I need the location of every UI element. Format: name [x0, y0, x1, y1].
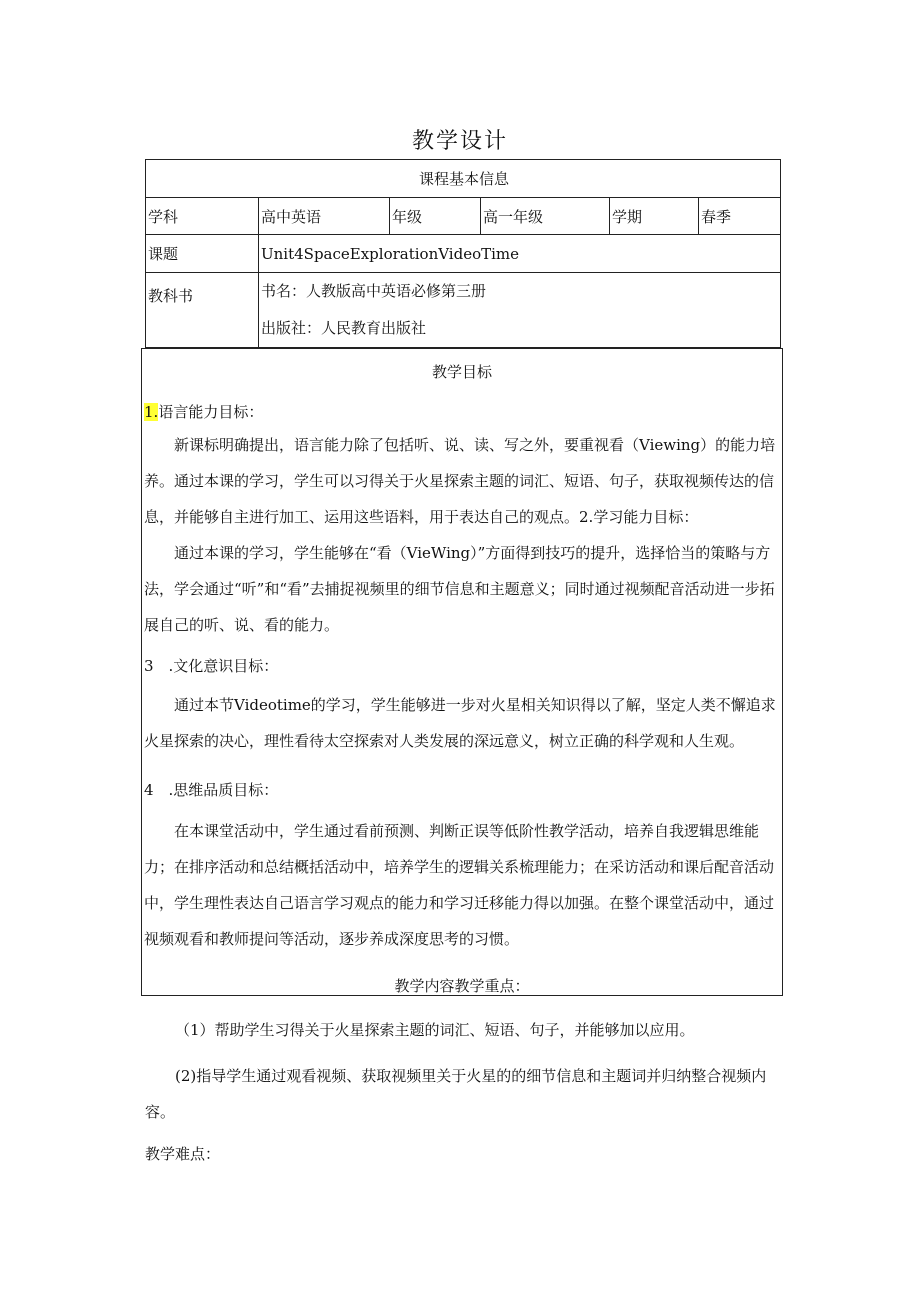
key-point-1: （1）帮助学生习得关于火星探索主题的词汇、短语、句子，并能够加以应用。 — [175, 1021, 695, 1039]
teaching-goals-box — [141, 348, 783, 996]
subject-value: 高中英语 — [259, 198, 390, 235]
textbook-name: 书名：人教版高中英语必修第三册 — [261, 282, 487, 300]
page-title: 教学设计 — [411, 129, 508, 154]
term-label: 学期 — [610, 198, 699, 235]
goal-1-text: 新课标明确提出，语言能力除了包括听、说、读、写之外，要重视看（Viewing）的能力培养。通过本课的学习，学生可以习得关于火星探索主题的词汇、短语、句子，获取视频传达的信息，并能够自主进行加工、运用这些语料，用于表达自己的观点。2.学习能力目标： — [144, 436, 776, 526]
goal-1-number: 1. — [144, 403, 159, 421]
topic-value: Unit4SpaceExplorationVideoTime — [259, 235, 781, 273]
term-value: 春季 — [699, 198, 781, 235]
goal-4-title: 4 .思维品质目标： — [144, 781, 279, 799]
goal-3-text: 通过本节Videotime的学习，学生能够进一步对火星相关知识得以了解，坚定人类不懈追求火星探索的决心，理性看待太空探索对人类发展的深远意义，树立正确的科学观和人生观。 — [144, 696, 776, 750]
goal-2-text: 通过本课的学习，学生能够在“看（VieWing）”方面得到技巧的提升，选择恰当的策略与方法，学会通过“听”和“看”去捕捉视频里的细节信息和主题意义；同时通过视频配音活动进一步拓展自己的听、说、看的能力。 — [144, 544, 775, 634]
course-info-table — [145, 159, 781, 348]
goal-4-text: 在本课堂活动中，学生通过看前预测、判断正误等低阶性教学活动，培养自我逻辑思维能力；在排序活动和总结概括活动中，培养学生的逻辑关系梳理能力；在采访活动和课后配音活动中，学生理性表达自己语言学习观点的能力和学习迁移能力得以加强。在整个课堂活动中，通过视频观看和教师提问等活动，逐步养成深度思考的习惯。 — [144, 822, 775, 948]
key-point-2: (2)指导学生通过观看视频、获取视频里关于火星的的细节信息和主题词并归纳整合视频内容。 — [145, 1067, 767, 1121]
goal-1-title: 语言能力目标： — [158, 403, 264, 421]
topic-label: 课题 — [146, 235, 259, 273]
teaching-goals-header: 教学目标 — [431, 363, 492, 381]
teaching-difficulty-label: 教学难点： — [145, 1145, 221, 1163]
grade-label: 年级 — [390, 198, 481, 235]
course-info-header: 课程基本信息 — [146, 160, 781, 198]
goal-3-title: 3 .文化意识目标： — [144, 657, 279, 675]
teaching-content-header: 教学内容教学重点： — [394, 977, 530, 995]
subject-label: 学科 — [146, 198, 259, 235]
goal-1-title-line — [144, 401, 263, 422]
grade-value: 高一年级 — [481, 198, 610, 235]
textbook-publisher: 出版社：人民教育出版社 — [261, 319, 427, 337]
textbook-label: 教科书 — [146, 273, 259, 348]
